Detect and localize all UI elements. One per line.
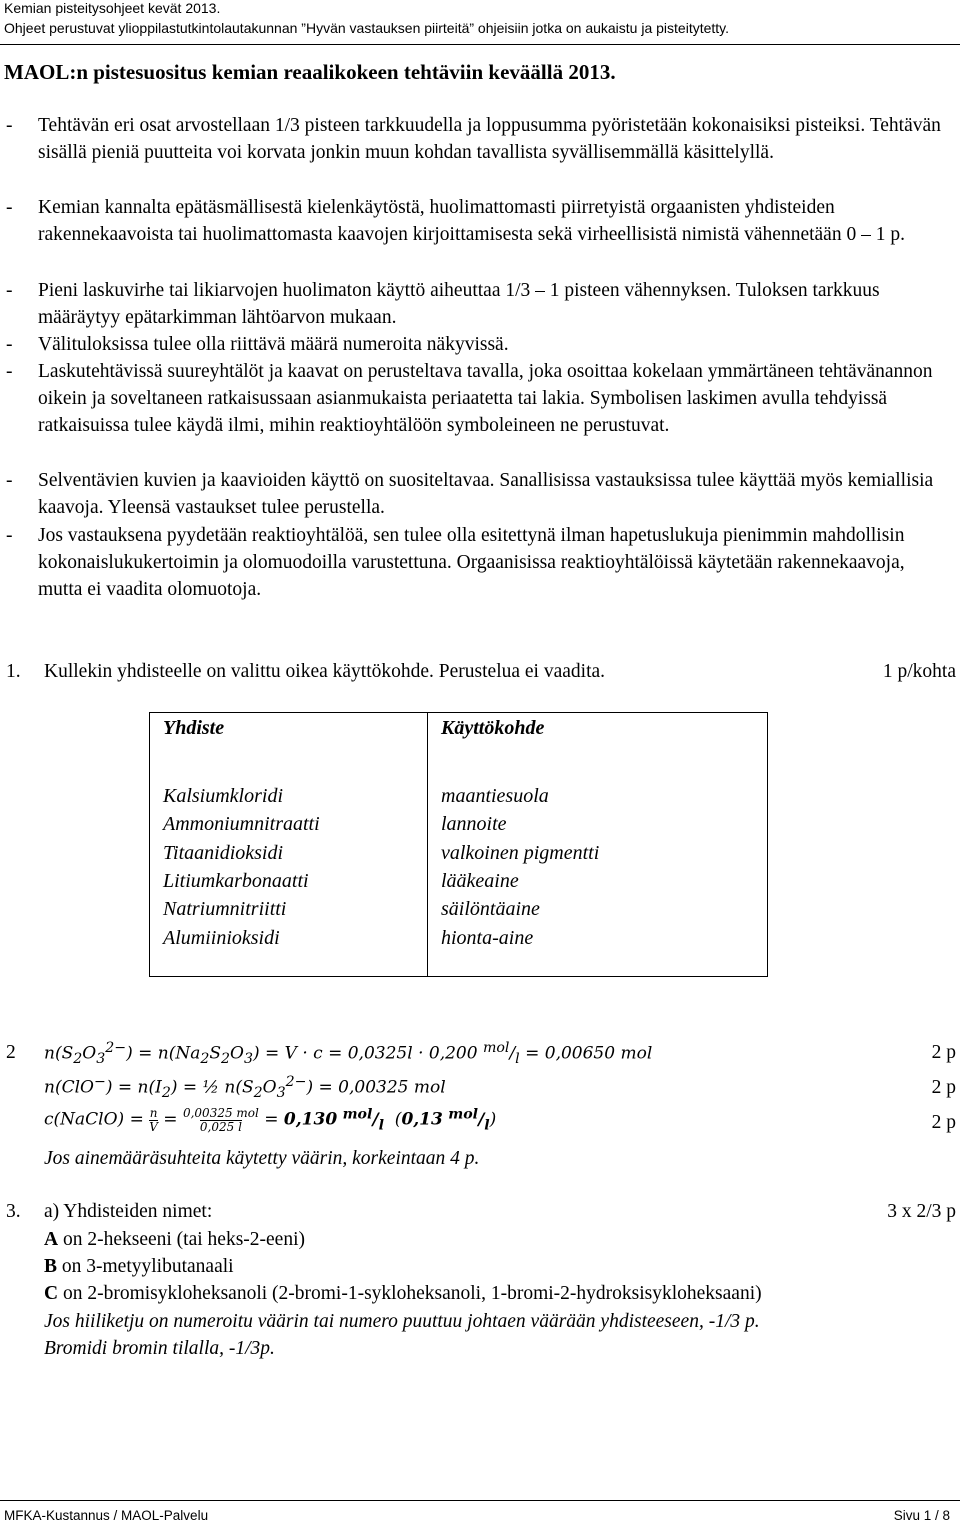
q2-points-2: 2 p (931, 1077, 956, 1098)
rule-dash: - (6, 197, 13, 218)
rule-dash: - (6, 280, 13, 301)
q3-points: 3 x 2/3 p (887, 1201, 956, 1222)
table-cell-compound: Titaanidioksidi (163, 842, 284, 864)
q3-item-text: on 2-hekseeni (tai heks-2-eeni) (58, 1229, 305, 1250)
q2-equation-2: $n(ClO^-) = n(I_2)$ = ½ $n(S_2O_3^{2-}) = 0,00325$ mol (44, 1074, 446, 1102)
table-cell-compound: Litiumkarbonaatti (163, 870, 309, 892)
q3-number: 3. (6, 1201, 21, 1222)
q1-text: Kullekin yhdisteelle on valittu oikea käyttökohde. Perustelua ei vaadita. (44, 661, 606, 682)
q3-note-2: Bromidi bromin tilalla, -1/3p. (44, 1338, 275, 1359)
rule-1 (0, 112, 960, 166)
q2-equation-1: $n(S_2O_3^{2-}) = n(Na_2S_2O_3) = V \cdot c = 0,0325l \cdot 0,200$ $^{mol}/_l = 0,00650$ mol (44, 1040, 653, 1068)
q3-intro: a) Yhdisteiden nimet: (44, 1201, 213, 1222)
table-cell-use: maantiesuola (441, 785, 549, 807)
table-header-compound: Yhdiste (163, 717, 225, 739)
table-cell-compound: Natriumnitriitti (163, 898, 287, 920)
rule-5 (0, 358, 960, 439)
table-header-use: Käyttökohde (441, 717, 545, 739)
rule-text: Selventävien kuvien ja kaavioiden käyttö on suositeltavaa. Sanallisissa vastauksissa tulee käyttää myös kemiallisia kaavoja. Yleensä vastaukset tulee perustella. (38, 470, 934, 518)
q3-item-text: on 3-metyylibutanaali (57, 1256, 234, 1277)
header-line-2: Ohjeet perustuvat ylioppilastutkintolautakunnan ”Hyvän vastauksen piirteitä” ohjeisiin jotka on aukaistu ja pisteitytetty. (4, 20, 730, 36)
rule-text: Laskutehtävissä suureyhtälöt ja kaavat on perusteltava tavalla, joka osoittaa kokelaan ymmärtäneen tehtävänannon oikein ja soveltaneen ratkaisussaan asianmukaista periaatetta tai lakia. Symbolisen laskimen avulla tehdyissä ratkaisuissa tulee käydä ilmi, mihin reaktioyhtälöön symboleineen ne perustuvat. (38, 361, 933, 436)
table-cell-use: säilöntäaine (441, 898, 540, 920)
q2-points-1: 2 p (931, 1042, 956, 1063)
rule-dash: - (6, 334, 13, 355)
rule-4 (0, 331, 960, 358)
q3-item-text: on 2-bromisykloheksanoli (2-bromi-1-sykloheksanoli, 1-bromi-2-hydroksisykloheksaani) (58, 1283, 762, 1304)
rule-text: Pieni laskuvirhe tai likiarvojen huolimaton käyttö aiheuttaa 1/3 – 1 pisteen vähennyksen. Tuloksen tarkkuus määräytyy epätarkimman lähtöarvon mukaan. (38, 280, 880, 328)
rule-text: Tehtävän eri osat arvostellaan 1/3 pisteen tarkkuudella ja loppusumma pyöristetään kokonaisiksi pisteiksi. Tehtävän sisällä pieniä puutteita voi korvata jonkin muun kohdan tavallista syvällisemmällä käsittelyllä. (38, 115, 941, 163)
rule-dash: - (6, 115, 13, 136)
q3-item-b (44, 1256, 234, 1278)
table-cell-use: lääkeaine (441, 870, 519, 892)
rule-dash: - (6, 525, 13, 546)
q2-equation-3: c(NaClO) = n V = 0,00325 mol 0,025 l = 0,130 $^{mol}/_l$ (0,13 $^{mol}/_l$) (44, 1105, 497, 1134)
rule-6 (0, 467, 960, 521)
table-cell-use: valkoinen pigmentti (441, 842, 600, 864)
table-cell-compound: Alumiinioksidi (163, 927, 280, 949)
page-title: MAOL:n pistesuositus kemian reaalikokeen tehtäviin keväällä 2013. (4, 60, 616, 84)
header-divider (0, 44, 960, 45)
table-divider (427, 713, 428, 976)
rule-dash: - (6, 361, 13, 382)
header-line-1: Kemian pisteitysohjeet kevät 2013. (4, 0, 221, 16)
table-cell-use: hionta-aine (441, 927, 534, 949)
q3-item-a (44, 1229, 305, 1251)
table-cell-use: lannoite (441, 813, 507, 835)
q1-table (149, 712, 768, 977)
q3-note-1: Jos hiiliketju on numeroitu väärin tai numero puuttuu johtaen väärään yhdisteeseen, -1/3 p. (44, 1311, 760, 1332)
q2-points-3: 2 p (931, 1112, 956, 1133)
q2-note: Jos ainemääräsuhteita käytetty väärin, korkeintaan 4 p. (44, 1148, 480, 1169)
q3-item-letter: A (44, 1229, 59, 1250)
table-cell-compound: Kalsiumkloridi (163, 785, 284, 807)
q1-points: 1 p/kohta (882, 661, 956, 682)
q3-item-letter: C (44, 1283, 59, 1304)
footer-page-number: Sivu 1 / 8 (893, 1508, 950, 1523)
q2-number: 2 (6, 1042, 16, 1063)
rule-7 (0, 522, 960, 603)
rule-3 (0, 277, 960, 331)
rule-text: Jos vastauksena pyydetään reaktioyhtälöä, sen tulee olla esitettynä ilman hapetuslukuja pienimmin mahdollisin kokonaislukukertoimin ja olomuodoilla varustettuna. Orgaanisissa reaktioyhtälöissä käytetään rakennekaavoja, mutta ei vaadita olomuotoja. (38, 525, 905, 600)
q1-number: 1. (6, 661, 21, 682)
rule-text: Kemian kannalta epätäsmällisestä kielenkäytöstä, huolimattomasti piirretyistä orgaanisten yhdisteiden rakennekaavoista tai huolimattomasta kaavojen kirjoittamisesta sekä virheellisistä nimistä vähennetään 0 – 1 p. (38, 197, 905, 245)
footer-left: MFKA-Kustannus / MAOL-Palvelu (4, 1508, 209, 1523)
rule-2 (0, 194, 960, 248)
q3-item-c (44, 1283, 762, 1305)
rule-text: Välituloksissa tulee olla riittävä määrä numeroita näkyvissä. (38, 334, 509, 355)
table-cell-compound: Ammoniumnitraatti (163, 813, 320, 835)
footer-divider (0, 1500, 960, 1501)
rule-dash: - (6, 470, 13, 491)
q3-item-letter: B (44, 1256, 58, 1277)
